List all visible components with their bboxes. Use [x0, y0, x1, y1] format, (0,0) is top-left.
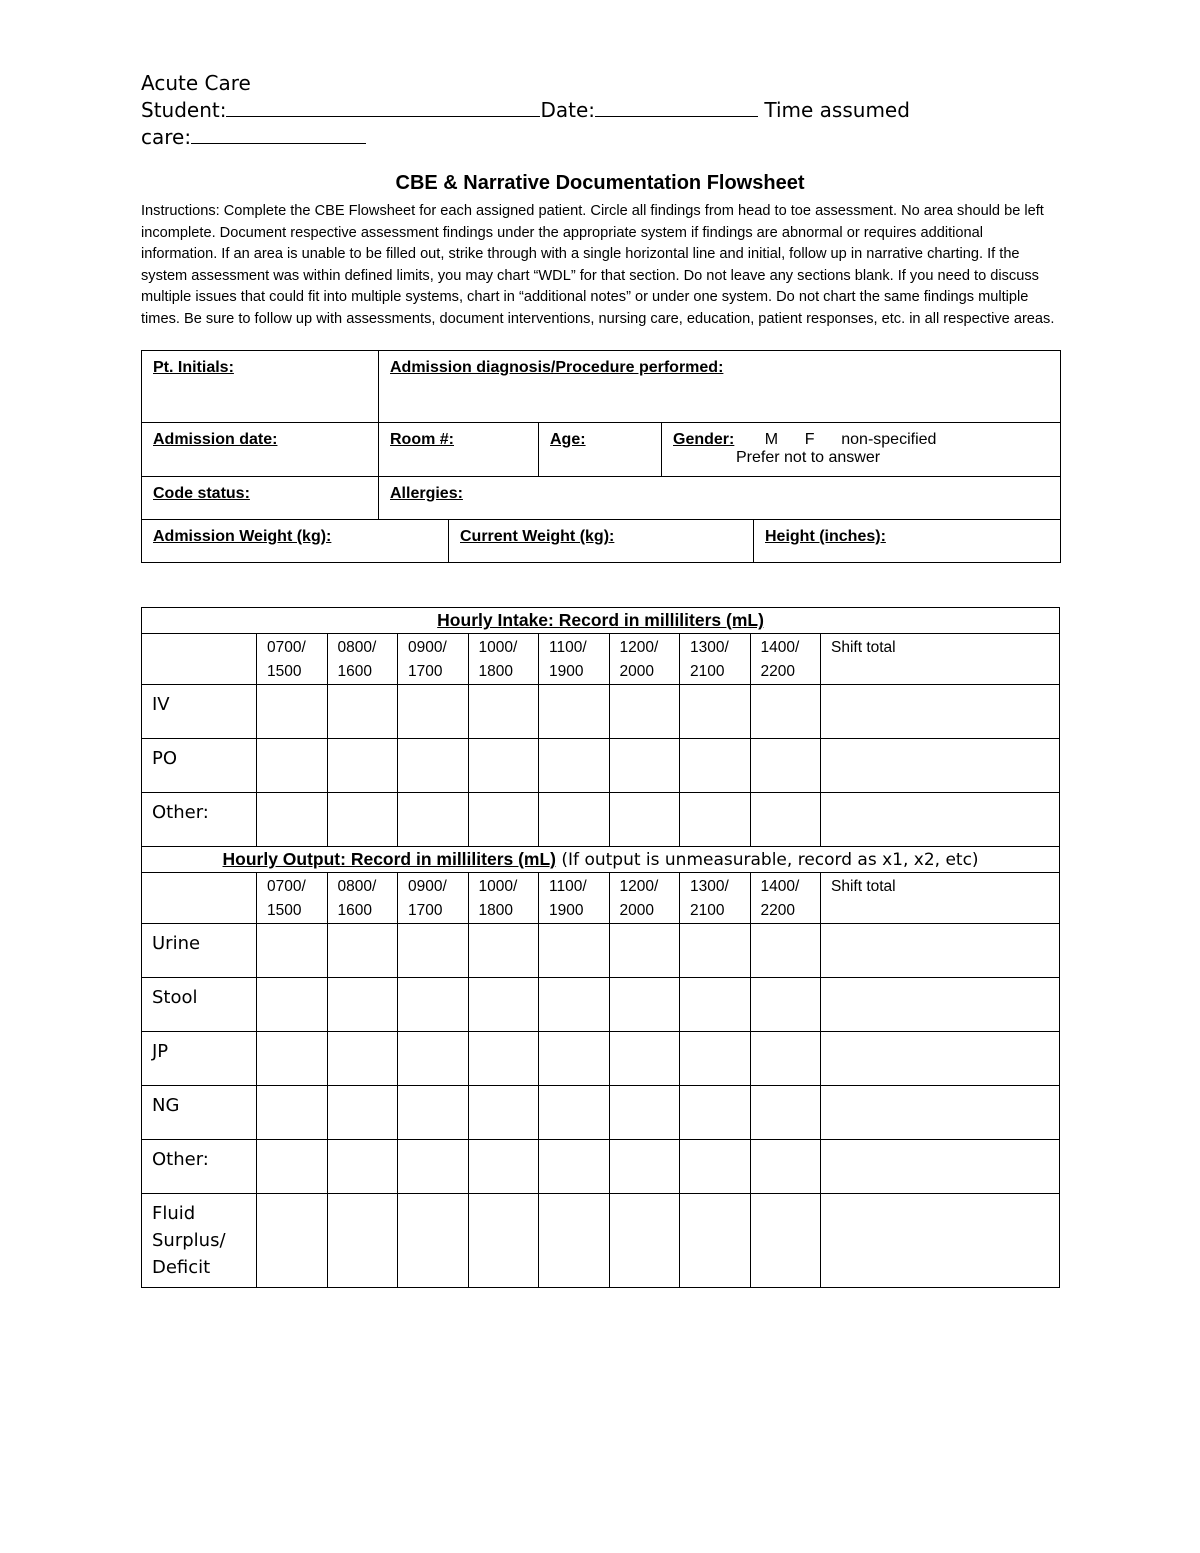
time-col-4 [468, 634, 539, 685]
shift-total-cell[interactable] [821, 793, 1060, 847]
time-col-2 [327, 634, 398, 685]
input-cell[interactable] [750, 1194, 821, 1288]
intake-row-po [142, 739, 1060, 793]
input-cell[interactable] [468, 1032, 539, 1086]
input-cell[interactable] [327, 924, 398, 978]
input-cell[interactable] [327, 739, 398, 793]
pt-initials-label: Pt. Initials: [153, 359, 234, 376]
input-cell[interactable] [398, 739, 469, 793]
input-cell[interactable] [680, 739, 751, 793]
date-label: Date: [540, 98, 596, 122]
room-cell[interactable] [379, 423, 539, 477]
time-label: 2100 [690, 902, 725, 919]
age-label: Age: [550, 431, 586, 448]
header-title: Acute Care [141, 71, 251, 95]
time-col-8 [750, 873, 821, 924]
time-label: 2100 [690, 663, 725, 680]
input-cell[interactable] [539, 978, 610, 1032]
current-weight-cell[interactable] [449, 520, 754, 563]
time-label: 2000 [619, 902, 654, 919]
input-cell[interactable] [398, 685, 469, 739]
row-label: JP [142, 1032, 257, 1086]
time-col-1 [257, 634, 328, 685]
input-cell[interactable] [257, 739, 328, 793]
time-assumed-label: Time assumed [758, 98, 910, 122]
admission-date-cell[interactable] [142, 423, 379, 477]
time-label: 1300/ [690, 639, 729, 656]
admission-date-label: Admission date: [153, 431, 278, 448]
instructions: Instructions: Complete the CBE Flowsheet for each assigned patient. Circle all findings from head to toe assessment. No area should be left incomplete. Document respective assessment findings under the appropriate system if findings are abnormal or requires additional information. If an area is unable to be filled out, strike through with a single horizontal line and initial, follow up in narrative charting. If the system assessment was within defined limits, you may chart “WDL” for that section. Do not leave any sections blank. If you need to discuss multiple issues that could fit into multiple systems, chart in “additional notes” or under one system. Do not chart the same findings multiple times. Be sure to follow up with assessments, document interventions, nursing care, education, patient responses, etc. in all respective areas. [141, 203, 1055, 327]
time-label: 0700/ [267, 639, 306, 656]
row-label: IV [142, 685, 257, 739]
time-label: 0900/ [408, 878, 447, 895]
output-row-jp [142, 1032, 1060, 1086]
time-label: 0700/ [267, 878, 306, 895]
code-status-cell[interactable] [142, 477, 379, 520]
input-cell[interactable] [398, 1194, 469, 1288]
row-label: PO [142, 739, 257, 793]
shift-total-cell[interactable] [821, 685, 1060, 739]
time-col-6 [609, 873, 680, 924]
input-cell[interactable] [398, 1086, 469, 1140]
input-cell[interactable] [539, 739, 610, 793]
time-col-8 [750, 634, 821, 685]
time-label: 2200 [760, 902, 795, 919]
allergies-label: Allergies: [390, 485, 463, 502]
input-cell[interactable] [327, 978, 398, 1032]
input-cell[interactable] [750, 793, 821, 847]
gender-prefer-option[interactable]: Prefer not to answer [736, 449, 881, 466]
shift-total-cell[interactable] [821, 739, 1060, 793]
input-cell[interactable] [257, 1194, 328, 1288]
input-cell[interactable] [539, 793, 610, 847]
output-row-stool [142, 978, 1060, 1032]
gender-options[interactable]: M F non-specified [764, 431, 937, 448]
code-status-label: Code status: [153, 485, 250, 502]
output-row-other [142, 1140, 1060, 1194]
input-cell[interactable] [750, 978, 821, 1032]
input-cell[interactable] [539, 685, 610, 739]
time-col-6 [609, 634, 680, 685]
time-label: 2200 [760, 663, 795, 680]
shift-total-cell[interactable] [821, 1140, 1060, 1194]
intake-times-row [142, 634, 1060, 685]
time-label: 1800 [478, 902, 513, 919]
input-cell[interactable] [257, 924, 328, 978]
input-cell[interactable] [539, 1194, 610, 1288]
time-assumed-field[interactable] [191, 123, 366, 144]
allergies-cell[interactable] [379, 477, 1061, 520]
input-cell[interactable] [327, 1086, 398, 1140]
shift-total-cell[interactable] [821, 978, 1060, 1032]
page-title: CBE & Narrative Documentation Flowsheet [395, 172, 805, 194]
intake-output-table [141, 607, 1060, 1288]
header [141, 70, 961, 150]
input-cell[interactable] [680, 685, 751, 739]
input-cell[interactable] [398, 978, 469, 1032]
input-cell[interactable] [257, 1140, 328, 1194]
input-cell[interactable] [750, 1140, 821, 1194]
input-cell[interactable] [680, 1032, 751, 1086]
input-cell[interactable] [680, 924, 751, 978]
input-cell[interactable] [750, 1032, 821, 1086]
input-cell[interactable] [539, 1032, 610, 1086]
input-cell[interactable] [609, 924, 680, 978]
time-label: 1200/ [619, 878, 659, 895]
time-label: 1500 [267, 902, 302, 919]
admission-weight-cell[interactable] [142, 520, 449, 563]
row-label: Stool [142, 978, 257, 1032]
output-title: Hourly Output: Record in milliliters (mL) [222, 849, 556, 869]
input-cell[interactable] [327, 793, 398, 847]
time-label: 0800/ [337, 878, 377, 895]
height-label: Height (inches): [765, 528, 886, 545]
input-cell[interactable] [327, 1194, 398, 1288]
time-label: 1400/ [760, 878, 800, 895]
input-cell[interactable] [327, 1140, 398, 1194]
time-label: 1300/ [690, 878, 729, 895]
time-col-1 [257, 873, 328, 924]
output-title-cell [142, 847, 1060, 873]
input-cell[interactable] [398, 1032, 469, 1086]
row-label: NG [142, 1086, 257, 1140]
shift-total-cell[interactable] [821, 1194, 1060, 1288]
input-cell[interactable] [327, 685, 398, 739]
time-label: 1600 [337, 663, 372, 680]
output-note: (If output is unmeasurable, record as x1, x2, etc) [556, 850, 979, 870]
input-cell[interactable] [257, 685, 328, 739]
pt-initials-cell[interactable] [142, 351, 379, 423]
input-cell[interactable] [609, 1194, 680, 1288]
input-cell[interactable] [398, 793, 469, 847]
time-col-4 [468, 873, 539, 924]
fluid-label-line: Deficit [152, 1257, 211, 1278]
time-label: 0900/ [408, 639, 447, 656]
time-label: 1900 [549, 663, 584, 680]
input-cell[interactable] [257, 1086, 328, 1140]
input-cell[interactable] [539, 1086, 610, 1140]
intake-row-other [142, 793, 1060, 847]
time-col-7 [680, 634, 751, 685]
input-cell[interactable] [750, 685, 821, 739]
time-label: 1900 [549, 902, 584, 919]
time-label: 1200/ [619, 639, 659, 656]
input-cell[interactable] [468, 1086, 539, 1140]
time-label: 1400/ [760, 639, 800, 656]
time-col-7 [680, 873, 751, 924]
time-label: 0800/ [337, 639, 377, 656]
admission-weight-label: Admission Weight (kg): [153, 528, 332, 545]
time-col-3 [398, 634, 469, 685]
input-cell[interactable] [468, 685, 539, 739]
fluid-label-line: Fluid [152, 1203, 196, 1224]
time-label: 1700 [408, 663, 443, 680]
input-cell[interactable] [468, 924, 539, 978]
input-cell[interactable] [468, 978, 539, 1032]
intake-row-iv [142, 685, 1060, 739]
time-col-2 [327, 873, 398, 924]
row-label: Other: [142, 1140, 257, 1194]
input-cell[interactable] [609, 739, 680, 793]
gender-label: Gender: [673, 431, 735, 448]
input-cell[interactable] [680, 978, 751, 1032]
input-cell[interactable] [398, 924, 469, 978]
shift-total-header: Shift total [821, 634, 1060, 685]
time-col-3 [398, 873, 469, 924]
time-col-5 [539, 873, 610, 924]
time-label: 2000 [619, 663, 654, 680]
shift-total-cell[interactable] [821, 924, 1060, 978]
input-cell[interactable] [468, 1194, 539, 1288]
date-field[interactable] [595, 96, 758, 117]
student-field[interactable] [226, 96, 540, 117]
row-label: Other: [142, 793, 257, 847]
output-row-ng [142, 1086, 1060, 1140]
output-row-fluid-balance [142, 1194, 1060, 1288]
input-cell[interactable] [680, 793, 751, 847]
row-label [142, 1194, 257, 1288]
time-label: 1700 [408, 902, 443, 919]
input-cell[interactable] [539, 1140, 610, 1194]
input-cell[interactable] [609, 685, 680, 739]
input-cell[interactable] [750, 1086, 821, 1140]
current-weight-label: Current Weight (kg): [460, 528, 615, 545]
care-label: care: [141, 125, 192, 149]
input-cell[interactable] [609, 1086, 680, 1140]
intake-title-cell [142, 608, 1060, 634]
input-cell[interactable] [609, 793, 680, 847]
input-cell[interactable] [468, 739, 539, 793]
output-times-row [142, 873, 1060, 924]
shift-total-cell[interactable] [821, 1086, 1060, 1140]
input-cell[interactable] [750, 924, 821, 978]
time-label: 1600 [337, 902, 372, 919]
shift-total-header: Shift total [821, 873, 1060, 924]
input-cell[interactable] [257, 793, 328, 847]
patient-info-table [141, 350, 1061, 563]
time-col-5 [539, 634, 610, 685]
time-label: 1100/ [549, 878, 587, 895]
input-cell[interactable] [398, 1140, 469, 1194]
input-cell[interactable] [680, 1140, 751, 1194]
height-cell[interactable] [754, 520, 1061, 563]
time-label: 1800 [478, 663, 513, 680]
intake-title: Hourly Intake: Record in milliliters (mL) [437, 610, 764, 630]
row-label: Urine [142, 924, 257, 978]
gender-cell[interactable] [662, 423, 1061, 477]
input-cell[interactable] [257, 978, 328, 1032]
input-cell[interactable] [468, 1140, 539, 1194]
student-label: Student: [141, 98, 227, 122]
input-cell[interactable] [468, 793, 539, 847]
time-label: 1000/ [478, 639, 518, 656]
input-cell[interactable] [257, 1032, 328, 1086]
time-label: 1000/ [478, 878, 518, 895]
shift-total-cell[interactable] [821, 1032, 1060, 1086]
admission-dx-cell[interactable] [379, 351, 1061, 423]
room-label: Room #: [390, 431, 454, 448]
output-row-urine [142, 924, 1060, 978]
input-cell[interactable] [609, 978, 680, 1032]
input-cell[interactable] [750, 739, 821, 793]
input-cell[interactable] [680, 1086, 751, 1140]
input-cell[interactable] [609, 1032, 680, 1086]
input-cell[interactable] [539, 924, 610, 978]
admission-dx-label: Admission diagnosis/Procedure performed: [390, 359, 724, 376]
input-cell[interactable] [680, 1194, 751, 1288]
input-cell[interactable] [327, 1032, 398, 1086]
fluid-label-line: Surplus/ [152, 1230, 226, 1251]
time-label: 1100/ [549, 639, 587, 656]
age-cell[interactable] [539, 423, 662, 477]
input-cell[interactable] [609, 1140, 680, 1194]
time-label: 1500 [267, 663, 302, 680]
